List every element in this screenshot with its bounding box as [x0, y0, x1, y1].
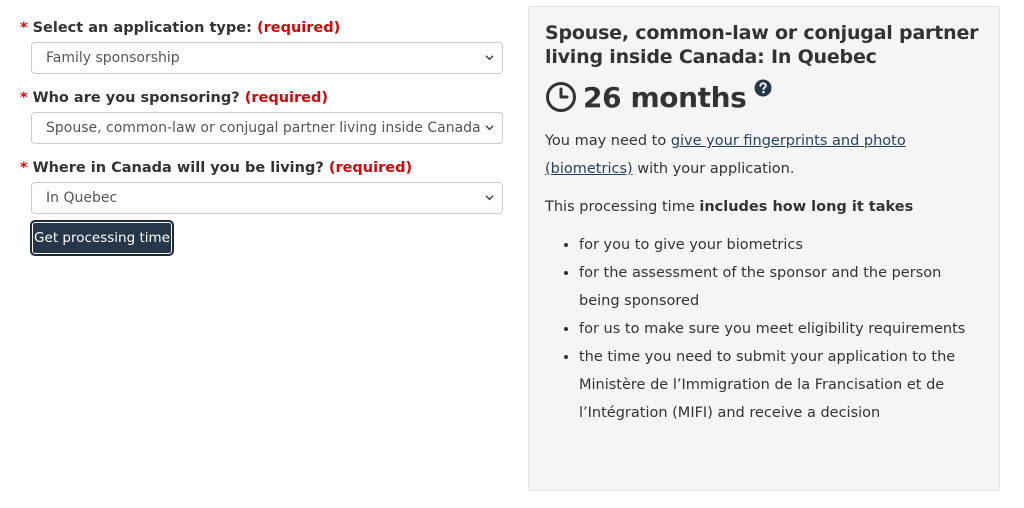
- living-location-value: In Quebec: [46, 190, 118, 206]
- required-text: (required): [244, 90, 328, 106]
- question-circle-icon[interactable]: [754, 79, 772, 97]
- includes-paragraph: [545, 193, 983, 221]
- list-item: • for the assessment of the sponsor and the person being sponsored: [579, 259, 983, 315]
- required-star: *: [20, 20, 28, 36]
- includes-prefix: This processing time: [545, 199, 700, 215]
- required-star: *: [20, 160, 28, 176]
- biometrics-prefix: You may need to: [545, 133, 671, 149]
- clock-icon: [545, 81, 577, 113]
- sponsoring-value: Spouse, common-law or conjugal partner living inside Canada: [46, 120, 481, 136]
- result-title: Spouse, common-law or conjugal partner living inside Canada: In Quebec: [545, 22, 979, 68]
- result-panel: [528, 6, 1000, 491]
- includes-bold: includes how long it takes: [699, 199, 914, 215]
- processing-time-form: [20, 0, 504, 246]
- application-type-label-text: Select an application type:: [32, 20, 252, 36]
- sponsoring-label: [20, 87, 504, 109]
- includes-list: [545, 231, 983, 427]
- sponsoring-select[interactable]: [31, 112, 503, 144]
- required-text: (required): [328, 160, 413, 176]
- required-text: (required): [256, 20, 341, 36]
- application-type-label: [20, 17, 504, 39]
- processing-time-value: 26 months: [583, 80, 747, 114]
- biometrics-suffix: with your application.: [632, 161, 795, 177]
- sponsoring-label-text: Who are you sponsoring?: [32, 90, 240, 106]
- chevron-down-icon: [485, 193, 494, 202]
- application-type-value: Family sponsorship: [46, 50, 180, 66]
- living-location-label: [20, 157, 504, 179]
- living-location-select[interactable]: [31, 182, 503, 214]
- biometrics-paragraph: [545, 127, 983, 183]
- list-item: • the time you need to submit your application to the Ministère de l’Immigration de la Francisation et de l’Intégration (MIFI) and receive a decision: [579, 343, 983, 427]
- biometrics-link[interactable]: give your fingerprints and photo (biometrics): [545, 133, 906, 177]
- processing-time-row: [545, 77, 983, 117]
- required-star: *: [20, 90, 28, 106]
- application-type-select[interactable]: [31, 42, 503, 74]
- list-item: • for us to make sure you meet eligibility requirements: [579, 315, 983, 343]
- chevron-down-icon: [485, 123, 494, 132]
- list-item: • for you to give your biometrics: [579, 231, 983, 259]
- chevron-down-icon: [485, 53, 494, 62]
- living-location-label-text: Where in Canada will you be living?: [32, 160, 324, 176]
- get-processing-time-button[interactable]: Get processing time: [32, 222, 172, 254]
